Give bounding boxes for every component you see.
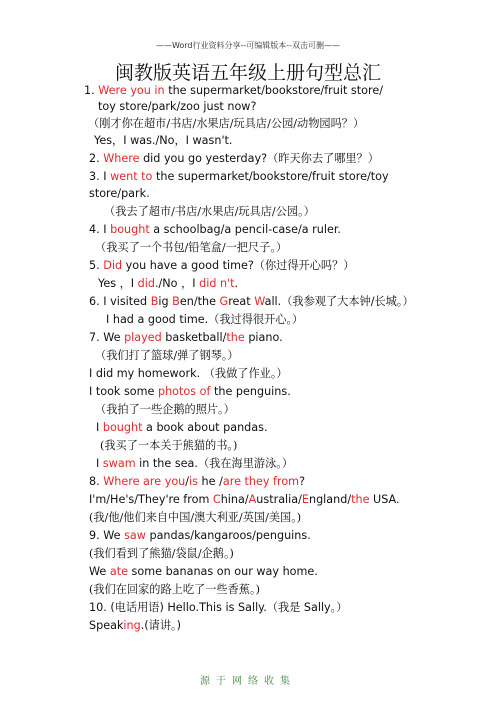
text-segment: basketball/ bbox=[161, 331, 227, 344]
text-segment: 9. We bbox=[89, 529, 125, 542]
text-segment: I'm/He's/They're from bbox=[89, 493, 213, 506]
text-segment: ? bbox=[299, 475, 306, 488]
highlighted-text: played bbox=[124, 331, 162, 344]
highlighted-text: photos of bbox=[157, 385, 211, 398]
sentence-line bbox=[98, 99, 256, 115]
text-segment: a schoolbag/a pencil-case/a ruler. bbox=[149, 223, 341, 236]
highlighted-text: Where are you bbox=[103, 475, 186, 488]
sentence-line bbox=[104, 204, 315, 220]
text-segment: toy store/park/zoo just now? bbox=[98, 100, 257, 113]
text-segment: 5. bbox=[89, 259, 104, 272]
highlighted-text: E bbox=[301, 493, 309, 506]
sentence-line bbox=[89, 186, 150, 202]
text-segment: Yes ，I bbox=[98, 277, 138, 290]
text-segment: did you go yesterday?（昨天你去了哪里？） bbox=[139, 152, 379, 165]
sentence-line bbox=[89, 151, 379, 167]
sentence-line bbox=[89, 492, 400, 508]
highlighted-text: bought bbox=[110, 223, 150, 236]
text-segment: （刚才你在超市/书店/水果店/玩具店/公园/动物园吗？） bbox=[88, 117, 365, 130]
highlighted-text: B bbox=[172, 295, 180, 308]
text-segment: I did my homework. （我做了作业。） bbox=[89, 367, 288, 380]
text-segment: 4. I bbox=[89, 223, 111, 236]
text-segment: en/the bbox=[179, 295, 220, 308]
highlighted-text: Were you in bbox=[98, 84, 165, 97]
highlighted-text: the bbox=[226, 331, 245, 344]
text-segment: / bbox=[185, 475, 190, 488]
text-segment: all.（我参观了大本钟/长城。） bbox=[264, 295, 414, 308]
text-segment: I bbox=[96, 421, 103, 434]
highlighted-text: did bbox=[137, 277, 155, 290]
highlighted-text: Where bbox=[103, 152, 140, 165]
text-segment: (我买了一本关于熊猫的书。) bbox=[100, 439, 238, 452]
text-segment: I had a good time.（我过得很开心。） bbox=[106, 313, 304, 326]
sentence-line bbox=[106, 312, 303, 328]
sentence-line bbox=[88, 116, 364, 132]
highlighted-text: ate bbox=[109, 565, 128, 578]
highlighted-text: is bbox=[189, 475, 198, 488]
text-segment: 10. (电话用语) Hello.This is Sally.（我是 Sally。） bbox=[89, 601, 348, 614]
sentence-line bbox=[89, 330, 283, 346]
sentence-line bbox=[94, 133, 232, 149]
sentence-line bbox=[89, 222, 341, 238]
sentence-line bbox=[95, 402, 235, 418]
sentence-line bbox=[89, 564, 318, 580]
text-segment: （我买了一个书包/铅笔盒/一把尺子。） bbox=[95, 241, 288, 254]
highlighted-text: went to bbox=[110, 170, 153, 183]
highlighted-text: C bbox=[212, 493, 221, 506]
sentence-line bbox=[96, 456, 293, 472]
text-segment: reat bbox=[228, 295, 255, 308]
text-segment: the supermarket/bookstore/fruit store/toy bbox=[152, 170, 389, 183]
highlighted-text: saw bbox=[124, 529, 146, 542]
page-footer: 源于网络收集 bbox=[200, 676, 296, 687]
text-segment: 8. bbox=[89, 475, 104, 488]
text-segment: ig bbox=[158, 295, 173, 308]
text-segment: I took some bbox=[89, 385, 158, 398]
text-segment: （我们打了篮球/弹了钢琴。） bbox=[95, 349, 239, 362]
highlighted-text: bought bbox=[102, 421, 143, 434]
text-segment: We bbox=[89, 565, 110, 578]
text-segment: 3. I bbox=[89, 170, 111, 183]
text-segment: Speak bbox=[89, 619, 124, 632]
highlighted-text: are they from bbox=[222, 475, 300, 488]
text-segment: USA. bbox=[369, 493, 400, 506]
text-segment: he / bbox=[198, 475, 223, 488]
sentence-line bbox=[95, 348, 239, 364]
sentence-line bbox=[89, 528, 311, 544]
highlighted-text: the bbox=[351, 493, 370, 506]
highlighted-text: ing bbox=[123, 619, 141, 632]
text-segment: a book about pandas. bbox=[142, 421, 268, 434]
page-header: ——Word行业资料分享--可编辑版本--双击可删—— bbox=[155, 41, 341, 50]
highlighted-text: Did bbox=[103, 259, 123, 272]
highlighted-text: swam bbox=[102, 457, 136, 470]
highlighted-text: A bbox=[248, 493, 257, 506]
text-segment: ngland/ bbox=[308, 493, 352, 506]
highlighted-text: G bbox=[219, 295, 229, 308]
text-segment: Yes，I was./No，I wasn't. bbox=[94, 134, 233, 147]
text-segment: you have a good time?（你过得开心吗？） bbox=[122, 259, 355, 272]
sentence-line bbox=[95, 240, 287, 256]
sentence-line bbox=[84, 83, 383, 99]
text-segment: 7. We bbox=[89, 331, 125, 344]
text-segment: some bananas on our way home. bbox=[128, 565, 318, 578]
text-segment: (我/他/他们来自中国/澳大利亚/英国/美国。) bbox=[89, 511, 302, 524]
text-segment: (我们看到了熊猫/袋鼠/企鹅。) bbox=[89, 547, 234, 560]
sentence-line bbox=[89, 582, 260, 598]
text-segment: .(请讲。) bbox=[140, 619, 181, 632]
text-segment: （我去了超市/书店/水果店/玩具店/公园。） bbox=[104, 205, 315, 218]
document-title: 闽教版英语五年级上册句型总汇 bbox=[114, 62, 381, 84]
sentence-line bbox=[89, 366, 288, 382]
sentence-line bbox=[100, 438, 237, 454]
sentence-line bbox=[89, 618, 181, 634]
sentence-line bbox=[89, 384, 291, 400]
sentence-line bbox=[89, 600, 347, 616]
text-segment: the supermarket/bookstore/fruit store/ bbox=[164, 84, 383, 97]
sentence-line bbox=[89, 510, 301, 526]
sentence-line bbox=[89, 474, 305, 490]
text-segment: piano. bbox=[244, 331, 283, 344]
text-segment: 1. bbox=[84, 84, 99, 97]
highlighted-text: B bbox=[150, 295, 159, 308]
sentence-line bbox=[89, 294, 414, 310]
text-segment: store/park. bbox=[89, 187, 150, 200]
text-segment: the penguins. bbox=[210, 385, 291, 398]
sentence-line bbox=[89, 546, 234, 562]
text-segment: pandas/kangaroos/penguins. bbox=[145, 529, 311, 542]
text-segment: ustralia/ bbox=[256, 493, 302, 506]
text-segment: ./No ，I bbox=[154, 277, 200, 290]
text-segment: 6. I visited bbox=[89, 295, 151, 308]
text-segment: . bbox=[234, 277, 239, 290]
sentence-line bbox=[89, 169, 389, 185]
highlighted-text: did n't bbox=[199, 277, 235, 290]
text-segment: I bbox=[96, 457, 103, 470]
sentence-line bbox=[96, 420, 268, 436]
text-segment: (我们在回家的路上吃了一些香蕉。) bbox=[89, 583, 260, 596]
text-segment: hina/ bbox=[220, 493, 249, 506]
highlighted-text: W bbox=[254, 295, 265, 308]
text-segment: in the sea.（我在海里游泳。） bbox=[135, 457, 294, 470]
text-segment: 2. bbox=[89, 152, 104, 165]
text-segment: （我拍了一些企鹅的照片。） bbox=[95, 403, 235, 416]
sentence-line bbox=[98, 276, 238, 292]
sentence-line bbox=[89, 258, 355, 274]
